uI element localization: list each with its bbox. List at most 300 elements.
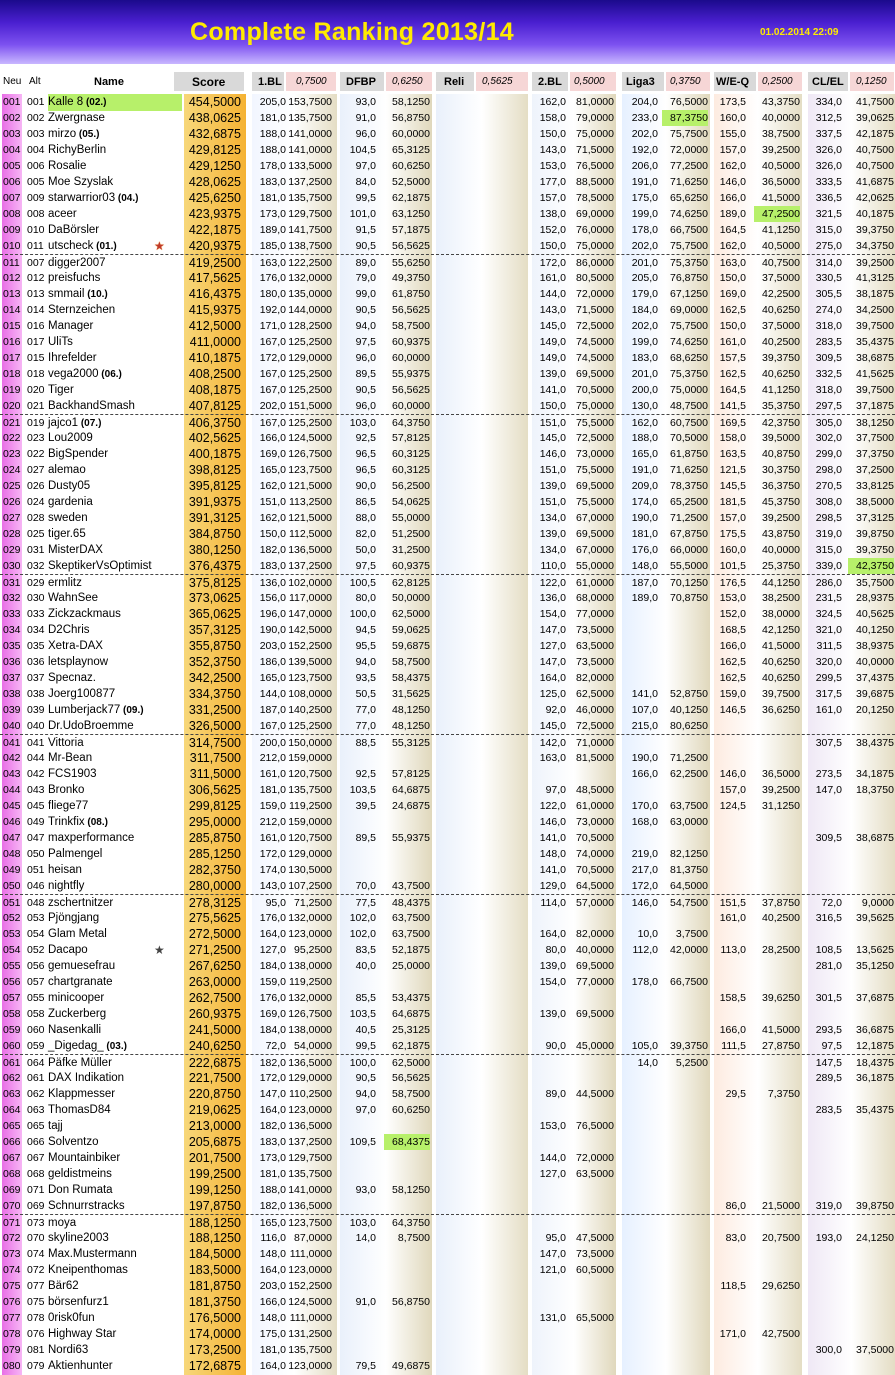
dfbp-points: 102,0 [349,928,376,940]
player-name[interactable] [48,590,178,606]
bl-weighted: 123,0000 [288,928,332,940]
player-name[interactable] [48,1326,178,1342]
bl2-weighted: 75,5000 [576,417,614,429]
player-name[interactable] [48,94,182,111]
player-name[interactable] [48,1006,178,1022]
player-name[interactable] [48,366,178,383]
table-row[interactable] [0,190,895,206]
rank-old: 018 [27,368,45,380]
player-name[interactable] [48,1150,178,1166]
player-name[interactable] [48,286,178,303]
clel-weighted: 41,6875 [856,176,894,188]
clel-weighted: 38,1250 [856,417,894,429]
table-row[interactable] [0,1182,895,1198]
table-row[interactable] [0,926,895,942]
player-name[interactable] [48,222,178,238]
table-row[interactable] [0,1294,895,1310]
player-name[interactable] [48,558,178,574]
weq-weighted: 43,8750 [762,528,800,540]
table-row[interactable] [0,318,895,334]
dfbp-points: 94,0 [355,656,376,668]
table-row[interactable] [0,366,895,382]
liga3-weighted: 75,3750 [670,368,708,380]
player-name[interactable] [48,270,178,286]
rank-new: 070 [3,1200,21,1212]
table-row[interactable] [0,430,895,446]
player-name[interactable] [48,1278,178,1294]
player-name[interactable] [48,1342,178,1358]
table-row[interactable] [0,622,895,638]
table-row[interactable] [0,574,895,590]
table-row[interactable] [0,558,895,574]
player-name[interactable] [48,318,178,334]
bl-weighted: 136,5000 [288,1120,332,1132]
player-name[interactable] [48,670,178,686]
player-name[interactable] [48,622,178,638]
weq-weighted: 40,6250 [762,368,800,380]
table-row[interactable] [0,1166,895,1182]
table-row[interactable] [0,990,895,1006]
liga3-weighted: 70,1250 [670,577,708,589]
player-name[interactable] [48,846,178,862]
player-name[interactable] [48,542,178,558]
table-row[interactable] [0,142,895,158]
player-name[interactable] [48,446,178,462]
score: 407,8125 [188,399,241,413]
player-name[interactable] [48,1230,178,1246]
table-row[interactable] [0,1246,895,1262]
bl-points: 127,0 [259,944,286,956]
table-row[interactable] [0,1358,895,1374]
weq-weighted: 39,2500 [762,784,800,796]
player-name[interactable] [48,654,178,670]
score: 412,5000 [188,319,241,333]
table-row[interactable] [0,222,895,238]
rank-new: 010 [3,240,21,252]
liga3-weighted: 74,6250 [670,336,708,348]
dfbp-weighted: 62,1875 [392,1040,430,1052]
table-row[interactable] [0,542,895,558]
player-name[interactable] [48,1246,178,1262]
table-row[interactable] [0,1262,895,1278]
header-reli: Reli [444,76,465,88]
bl2-points: 141,0 [539,384,566,396]
clel-points: 318,0 [815,320,842,332]
table-row[interactable] [0,590,895,606]
weq-points: 160,0 [719,544,746,556]
player-name[interactable] [48,782,178,798]
table-row[interactable] [0,1102,895,1118]
player-name[interactable] [48,958,178,974]
table-row[interactable] [0,686,895,702]
table-row[interactable] [0,654,895,670]
player-name[interactable] [48,462,178,478]
player-name[interactable] [48,686,178,702]
player-name[interactable] [48,830,178,846]
table-row[interactable] [0,94,895,110]
bl-points: 178,0 [259,160,286,172]
previous-rank-tag: (04.) [115,193,139,204]
rank-old: 024 [27,496,45,508]
previous-rank-tag: (02.) [83,97,107,108]
table-row[interactable] [0,206,895,222]
dfbp-weighted: 54,0625 [392,496,430,508]
player-name-text: moya [48,1217,77,1229]
rank-new: 027 [3,512,21,524]
player-name[interactable] [48,1358,178,1374]
player-name[interactable] [48,190,178,207]
table-row[interactable] [0,446,895,462]
rank-new: 045 [3,800,21,812]
player-name-text: Solventzo [48,1136,99,1148]
weq-weighted: 39,7500 [762,688,800,700]
weq-weighted: 40,5000 [762,160,800,172]
bl-points: 190,0 [259,624,286,636]
player-name[interactable] [48,1070,178,1086]
table-row[interactable] [0,670,895,686]
clel-weighted: 36,6875 [856,1024,894,1036]
player-name[interactable] [48,1215,178,1231]
player-name[interactable] [48,798,178,814]
player-name[interactable] [48,142,178,158]
clel-points: 324,5 [815,608,842,620]
table-row[interactable] [0,1214,895,1230]
bl-points: 200,0 [259,737,286,749]
table-row[interactable] [0,1118,895,1134]
weq-weighted: 45,3750 [762,496,800,508]
rank-old: 063 [27,1104,45,1116]
player-name-text: Palmengel [48,848,103,860]
player-name[interactable] [48,350,178,366]
dfbp-points: 93,0 [355,1184,376,1196]
bl2-points: 89,0 [545,1088,566,1100]
player-name-text: Tiger [48,384,74,396]
rank-new: 029 [3,544,21,556]
title-banner [0,0,895,64]
clel-weighted: 24,1250 [856,1232,894,1244]
player-name[interactable] [48,878,178,894]
dfbp-weighted: 55,0000 [392,512,430,524]
table-row[interactable] [0,718,895,734]
weq-weighted: 29,6250 [762,1280,800,1292]
table-row[interactable] [0,638,895,654]
table-row[interactable] [0,1278,895,1294]
table-row[interactable] [0,462,895,478]
dfbp-points: 104,5 [349,144,376,156]
table-row[interactable] [0,334,895,350]
table-row[interactable] [0,798,895,814]
star-icon: ★ [154,239,165,253]
rank-new: 006 [3,176,21,188]
player-name-text: jajco1 [48,417,79,429]
table-row[interactable] [0,1342,895,1358]
table-row[interactable] [0,1198,895,1214]
weq-points: 164,5 [719,224,746,236]
table-row[interactable] [0,1022,895,1038]
table-row[interactable] [0,414,895,430]
bl2-points: 122,0 [539,800,566,812]
liga3-weighted: 65,2500 [670,496,708,508]
clel-points: 270,5 [815,480,842,492]
player-name-text: Nasenkalli [48,1024,102,1036]
bl-points: 164,0 [259,928,286,940]
bl-points: 169,0 [259,1008,286,1020]
player-name[interactable] [48,126,178,143]
dfbp-points: 94,5 [355,624,376,636]
rank-old: 069 [27,1200,45,1212]
table-row[interactable] [0,382,895,398]
bl-weighted: 132,0000 [288,992,332,1004]
player-name[interactable] [48,1055,178,1071]
bl-weighted: 121,5000 [288,512,332,524]
table-row[interactable] [0,1054,895,1070]
player-name[interactable] [48,1102,178,1118]
table-row[interactable] [0,238,895,254]
table-row[interactable] [0,110,895,126]
dfbp-weighted: 57,8125 [392,432,430,444]
table-row[interactable] [0,478,895,494]
liga3-weighted: 3,7500 [675,928,708,940]
score: 428,0625 [188,175,241,189]
bl2-weighted: 76,5000 [576,160,614,172]
bl-points: 167,0 [259,720,286,732]
player-name[interactable] [48,862,178,878]
table-row[interactable] [0,766,895,782]
score: 410,1875 [188,351,241,365]
bl-points: 164,0 [259,1264,286,1276]
bl2-points: 146,0 [539,816,566,828]
clel-weighted: 40,7500 [856,144,894,156]
bl-weighted: 135,0000 [288,288,332,300]
player-name[interactable] [48,206,178,222]
weq-weighted: 37,5000 [762,272,800,284]
bl-weighted: 124,5000 [288,1296,332,1308]
dfbp-weighted: 55,3125 [392,737,430,749]
liga3-weighted: 54,7500 [670,897,708,909]
player-name[interactable] [48,766,178,782]
score: 352,3750 [188,655,241,669]
table-row[interactable] [0,1230,895,1246]
rank-old: 059 [27,1040,45,1052]
clel-points: 336,5 [815,192,842,204]
clel-points: 281,0 [815,960,842,972]
table-row[interactable] [0,1070,895,1086]
player-name[interactable] [48,1038,178,1055]
player-name-text: Päfke Müller [48,1057,112,1069]
player-name-text: skyline2003 [48,1232,109,1244]
bl2-points: 139,0 [539,960,566,972]
table-row[interactable] [0,974,895,990]
bl-points: 116,0 [260,1232,286,1244]
table-row[interactable] [0,830,895,846]
table-row[interactable] [0,734,895,750]
player-name[interactable] [48,1294,178,1310]
clel-points: 297,5 [815,400,842,412]
player-name[interactable] [48,606,178,622]
rank-old: 057 [27,976,45,988]
player-name[interactable] [48,735,178,751]
player-name[interactable] [48,1022,178,1038]
table-row[interactable] [0,894,895,910]
dfbp-weighted: 58,7500 [392,320,430,332]
table-row[interactable] [0,302,895,318]
player-name[interactable] [48,1134,178,1150]
bl-weighted: 132,0000 [288,272,332,284]
table-row[interactable] [0,398,895,414]
player-name-text: Ihrefelder [48,352,97,364]
player-name[interactable] [48,895,178,911]
bl-weighted: 125,2500 [288,368,332,380]
player-name[interactable] [48,398,178,414]
player-name-text: Kneipenthomas [48,1264,128,1276]
table-row[interactable] [0,126,895,142]
clel-weighted: 42,1875 [856,128,894,140]
table-row[interactable] [0,494,895,510]
table-row[interactable] [0,846,895,862]
table-row[interactable] [0,254,895,270]
score: 311,5000 [189,767,241,781]
rank-old: 005 [27,176,45,188]
dfbp-points: 96,0 [355,400,376,412]
table-row[interactable] [0,286,895,302]
player-name-text: DAX Indikation [48,1072,125,1084]
table-row[interactable] [0,862,895,878]
liga3-weighted: 76,5000 [670,96,708,108]
dfbp-points: 70,0 [355,880,376,892]
player-name[interactable] [48,638,178,654]
table-row[interactable] [0,958,895,974]
rank-old: 045 [27,800,45,812]
liga3-weighted: 48,7500 [670,400,708,412]
rank-new: 031 [3,577,21,589]
player-name[interactable] [48,1310,178,1326]
bl2-weighted: 69,5000 [576,528,614,540]
player-name[interactable] [48,1198,178,1214]
liga3-points: 165,0 [631,448,658,460]
table-row[interactable] [0,510,895,526]
player-name[interactable] [48,158,178,174]
dfbp-points: 103,5 [349,784,376,796]
table-row[interactable] [0,1150,895,1166]
player-name[interactable] [48,974,178,990]
player-name[interactable] [48,750,178,766]
table-row[interactable] [0,910,895,926]
player-name[interactable] [48,110,178,126]
liga3-weighted: 70,5000 [670,432,708,444]
table-row[interactable] [0,878,895,894]
bl2-weighted: 73,5000 [576,1248,614,1260]
player-name[interactable] [48,702,178,719]
table-row[interactable] [0,1326,895,1342]
table-row[interactable] [0,606,895,622]
bl-weighted: 159,0000 [288,752,332,764]
player-name[interactable] [48,718,178,734]
player-name[interactable] [48,510,178,526]
weq-weighted: 38,0000 [762,608,800,620]
player-name[interactable] [48,1182,178,1198]
player-name-text: heisan [48,864,82,876]
score: 417,5625 [188,271,241,285]
dfbp-points: 92,5 [355,432,376,444]
bl2-points: 139,0 [539,1008,566,1020]
rank-old: 042 [27,768,45,780]
dfbp-weighted: 62,5000 [392,1057,430,1069]
player-name[interactable] [48,990,178,1006]
rank-new: 019 [3,384,21,396]
table-row[interactable] [0,174,895,190]
table-row[interactable] [0,270,895,286]
player-name[interactable] [48,1166,178,1182]
dfbp-weighted: 58,4375 [392,672,430,684]
bl-weighted: 136,5000 [288,544,332,556]
player-name[interactable] [48,174,178,190]
player-name[interactable] [48,478,178,494]
player-name[interactable] [48,814,178,831]
bl2-points: 136,0 [539,592,566,604]
liga3-weighted: 71,2500 [670,512,708,524]
rank-new: 055 [3,960,21,972]
table-row[interactable] [0,526,895,542]
bl-weighted: 126,7500 [288,448,332,460]
player-name[interactable] [48,575,178,591]
table-row[interactable] [0,158,895,174]
dfbp-weighted: 52,1875 [392,944,430,956]
player-name-text: minicooper [48,992,105,1004]
table-row[interactable] [0,1134,895,1150]
bl-points: 144,0 [259,688,286,700]
dfbp-points: 99,5 [355,1040,376,1052]
player-name[interactable] [48,334,178,350]
table-row[interactable] [0,782,895,798]
bl-weighted: 87,0000 [294,1232,332,1244]
rank-new: 048 [3,848,21,860]
bl-weighted: 138,7500 [288,240,332,252]
table-row[interactable] [0,750,895,766]
clel-weighted: 34,3750 [856,240,894,252]
weq-weighted: 38,2500 [762,592,800,604]
player-name[interactable] [48,1086,178,1102]
weq-points: 164,5 [719,384,746,396]
table-row[interactable] [0,702,895,718]
player-name[interactable] [48,1262,178,1278]
table-row[interactable] [0,350,895,366]
table-row[interactable] [0,1038,895,1054]
rank-new: 078 [3,1328,21,1340]
bl-points: 183,0 [259,176,286,188]
player-name[interactable] [48,430,178,446]
rank-new: 075 [3,1280,21,1292]
player-name[interactable] [48,526,178,542]
table-row[interactable] [0,1086,895,1102]
table-row[interactable] [0,814,895,830]
player-name[interactable] [48,1118,178,1134]
weq-weighted: 7,3750 [767,1088,800,1100]
player-name[interactable] [48,255,178,271]
dfbp-points: 50,5 [355,688,376,700]
player-name[interactable] [48,910,178,926]
player-name[interactable] [48,494,178,510]
table-row[interactable] [0,942,895,958]
table-row[interactable] [0,1310,895,1326]
player-name[interactable] [48,382,178,398]
player-name[interactable] [48,302,178,318]
bl2-weighted: 75,0000 [576,400,614,412]
score: 416,4375 [188,287,241,301]
dfbp-weighted: 64,3750 [392,417,430,429]
table-row[interactable] [0,1006,895,1022]
liga3-points: 219,0 [631,848,658,860]
player-name[interactable] [48,926,178,942]
